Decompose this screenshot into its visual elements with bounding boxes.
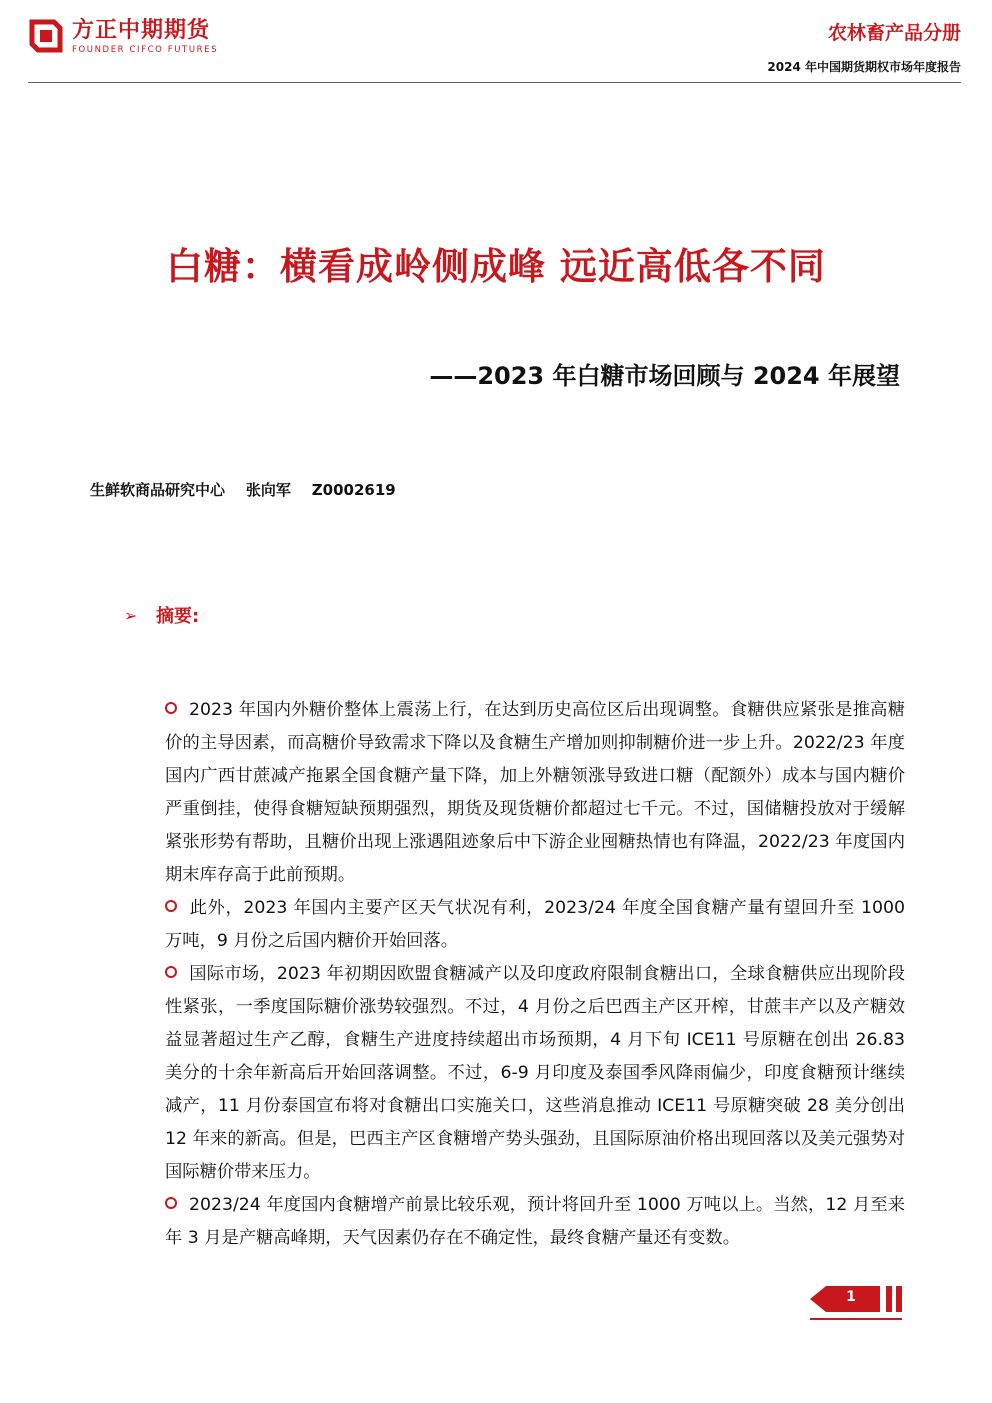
circle-bullet-icon (165, 900, 177, 912)
author-line: 生鲜软商品研究中心 张向军 Z0002619 (90, 481, 396, 499)
sub-title: ——2023 年白糖市场回顾与 2024 年展望 (429, 362, 900, 390)
logo-mark-icon (28, 18, 64, 54)
summary-body (165, 694, 905, 1255)
summary-paragraph (165, 694, 905, 892)
footer-divider (810, 1318, 902, 1320)
company-logo (28, 18, 218, 56)
page-number: 1 (846, 1289, 856, 1305)
summary-label: 摘要: (156, 606, 200, 627)
paragraph-text: 此外，2023 年国内主要产区天气状况有利，2023/24 年度全国食糖产量有望回升至 1000 万吨，9 月份之后国内糖价开始回落。 (165, 898, 905, 951)
circle-bullet-icon (165, 1197, 177, 1209)
report-name: 2024 年中国期货期权市场年度报告 (767, 60, 961, 74)
header-divider (28, 82, 961, 83)
paragraph-text: 2023/24 年度国内食糖增产前景比较乐观，预计将回升至 1000 万吨以上。当然，12 月至来年 3 月是产糖高峰期，天气因素仍存在不确定性，最终食糖产量还有变数。 (165, 1195, 905, 1248)
summary-heading (124, 602, 199, 628)
section-tag: 农林畜产品分册 (827, 22, 961, 44)
logo-chinese-name: 方正中期期货 (72, 18, 211, 43)
paragraph-text: 2023 年国内外糖价整体上震荡上行，在达到历史高位区后出现调整。食糖供应紧张是推高糖价的主导因素，而高糖价导致需求下降以及食糖生产增加则抑制糖价进一步上升。2022/23 年度国内广西甘蔗减产拖累全国食糖产量下降，加上外糖领涨导致进口糖（配额外）成本与国内糖价严重倒挂，使得食糖短缺预期强烈，期货及现货糖价都超过七千元。不过，国储糖投放对于缓解紧张形势有帮助，且糖价出现上涨遇阻迹象后中下游企业囤糖热情也有降温，2022/23 年度国内期末库存高于此前预期。 (165, 700, 905, 885)
main-title: 白糖：横看成岭侧成峰 远近高低各不同 (166, 245, 826, 288)
paragraph-text: 国际市场，2023 年初期因欧盟食糖减产以及印度政府限制食糖出口，全球食糖供应出现阶段性紧张，一季度国际糖价涨势较强烈。不过，4 月份之后巴西主产区开榨，甘蔗丰产以及产糖效益显著超过生产乙醇，食糖生产进度持续超出市场预期，4 月下旬 ICE11 号原糖在创出 26.83 美分的十余年新高后开始回落调整。不过，6-9 月印度及泰国季风降雨偏少，印度食糖预计继续减产，11 月份泰国宣布将对食糖出口实施关口，这些消息推动 ICE11 号原糖突破 28 美分创出 12 年来的新高。但是，巴西主产区食糖增产势头强劲，且国际原油价格出现回落以及美元强势对国际糖价带来压力。 (165, 964, 905, 1182)
summary-paragraph (165, 1189, 905, 1255)
arrow-bullet-icon: ➢ (124, 605, 138, 625)
page-number-badge (810, 1283, 902, 1315)
summary-paragraph (165, 892, 905, 958)
summary-paragraph (165, 958, 905, 1189)
circle-bullet-icon (165, 702, 177, 714)
logo-english-name: FOUNDER CIFCO FUTURES (72, 45, 219, 55)
circle-bullet-icon (165, 966, 177, 978)
